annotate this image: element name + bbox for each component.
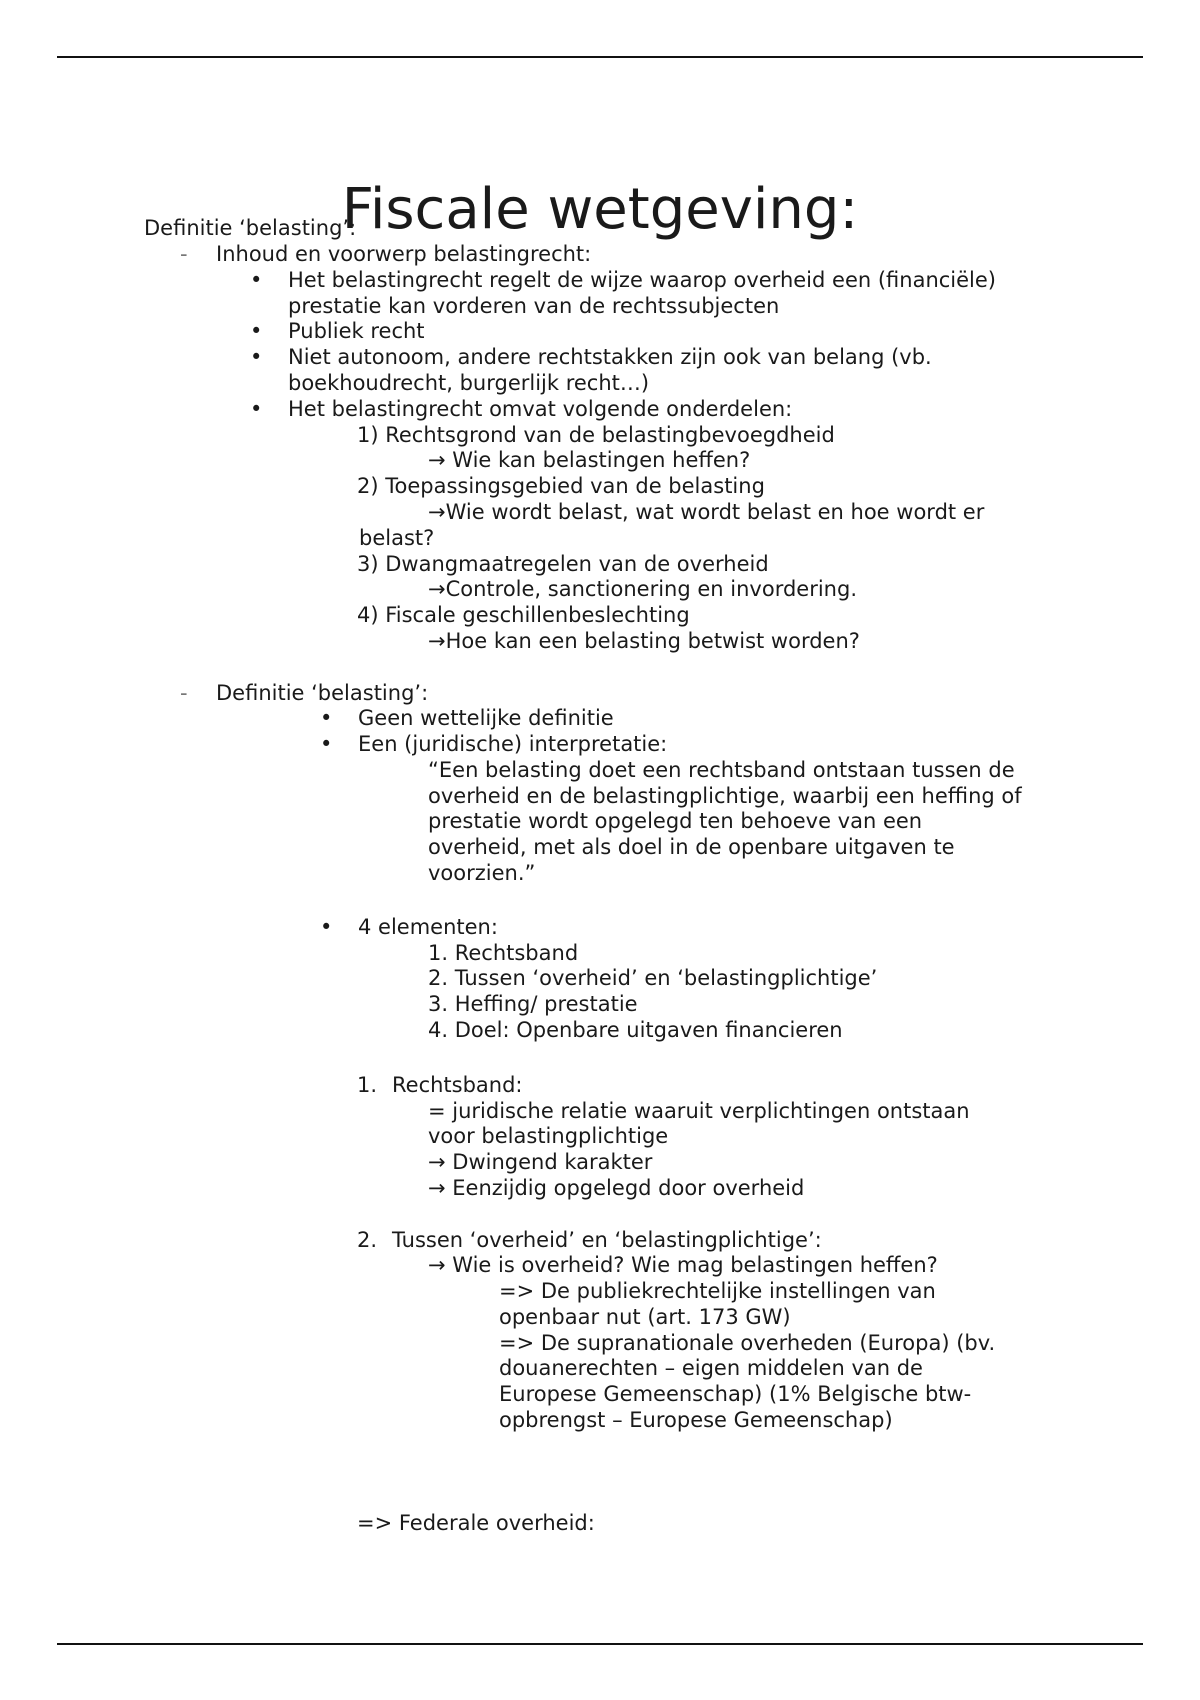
dash-marker: -	[180, 242, 188, 266]
quote-line: prestatie wordt opgelegd ten behoeve van een	[428, 809, 923, 833]
subsection-label: Definitie ‘belasting’:	[216, 681, 429, 705]
part-detail-continued: belast?	[359, 526, 435, 550]
quote-line: overheid en de belastingplichtige, waarbij een heffing of	[428, 784, 1022, 808]
bullet-text: Niet autonoom, andere rechtstakken zijn ook van belang (vb.	[288, 345, 932, 369]
element-item: 4. Doel: Openbare uitgaven financieren	[428, 1018, 843, 1042]
part-label: 1) Rechtsgrond van de belastingbevoegdheid	[357, 423, 835, 447]
element-line: Europese Gemeenschap) (1% Belgische btw-	[499, 1382, 972, 1406]
bullet-marker: •	[320, 706, 333, 730]
element-line: => De publiekrechtelijke instellingen van	[499, 1279, 936, 1303]
element-line: => De supranationale overheden (Europa) (bv.	[499, 1331, 996, 1355]
element-line: → Dwingend karakter	[428, 1150, 653, 1174]
bullet-text: Een (juridische) interpretatie:	[358, 732, 668, 756]
bullet-text: 4 elementen:	[358, 915, 498, 939]
element-question: → Wie is overheid? Wie mag belastingen heffen?	[428, 1253, 938, 1277]
section-heading: Definitie ‘belasting’:	[144, 216, 357, 240]
bullet-marker: •	[250, 345, 263, 369]
part-label: 4) Fiscale geschillenbeslechting	[357, 603, 690, 627]
dash-marker: -	[180, 681, 188, 705]
quote-line: “Een belasting doet een rechtsband ontstaan tussen de	[428, 758, 1015, 782]
subsection-label: Inhoud en voorwerp belastingrecht:	[216, 242, 592, 266]
element-line: → Eenzijdig opgelegd door overheid	[428, 1176, 805, 1200]
element-item: 1. Rechtsband	[428, 941, 579, 965]
element-number: 2.	[357, 1228, 378, 1252]
element-line: voor belastingplichtige	[428, 1124, 669, 1148]
bullet-text: boekhoudrecht, burgerlijk recht…)	[288, 371, 650, 395]
element-line: = juridische relatie waaruit verplichtingen ontstaan	[428, 1099, 970, 1123]
top-rule	[57, 56, 1143, 58]
bullet-text: Geen wettelijke definitie	[358, 706, 614, 730]
element-line: openbaar nut (art. 173 GW)	[499, 1305, 791, 1329]
federal-line: => Federale overheid:	[357, 1511, 595, 1535]
element-line: opbrengst – Europese Gemeenschap)	[499, 1408, 893, 1432]
page-title: Fiscale wetgeving:	[341, 176, 859, 242]
element-heading: Rechtsband:	[392, 1073, 523, 1097]
element-item: 2. Tussen ‘overheid’ en ‘belastingplichtige’	[428, 966, 878, 990]
element-line: douanerechten – eigen middelen van de	[499, 1356, 923, 1380]
bullet-marker: •	[320, 732, 333, 756]
bullet-marker: •	[320, 915, 333, 939]
part-detail: →Hoe kan een belasting betwist worden?	[428, 629, 860, 653]
quote-line: voorzien.”	[428, 861, 536, 885]
part-detail: → Wie kan belastingen heffen?	[428, 448, 751, 472]
element-number: 1.	[357, 1073, 378, 1097]
bullet-text: Het belastingrecht omvat volgende onderdelen:	[288, 397, 793, 421]
bullet-text: prestatie kan vorderen van de rechtssubjecten	[288, 294, 780, 318]
bullet-marker: •	[250, 319, 263, 343]
element-item: 3. Heffing/ prestatie	[428, 992, 638, 1016]
part-detail: →Controle, sanctionering en invordering.	[428, 577, 857, 601]
part-label: 2) Toepassingsgebied van de belasting	[357, 474, 765, 498]
bullet-marker: •	[250, 268, 263, 292]
bullet-marker: •	[250, 397, 263, 421]
bottom-rule	[57, 1643, 1143, 1645]
bullet-text: Publiek recht	[288, 319, 425, 343]
bullet-text: Het belastingrecht regelt de wijze waarop overheid een (financiële)	[288, 268, 997, 292]
quote-line: overheid, met als doel in de openbare uitgaven te	[428, 835, 955, 859]
part-label: 3) Dwangmaatregelen van de overheid	[357, 552, 769, 576]
element-heading: Tussen ‘overheid’ en ‘belastingplichtige’:	[392, 1228, 822, 1252]
part-detail: →Wie wordt belast, wat wordt belast en hoe wordt er	[428, 500, 985, 524]
